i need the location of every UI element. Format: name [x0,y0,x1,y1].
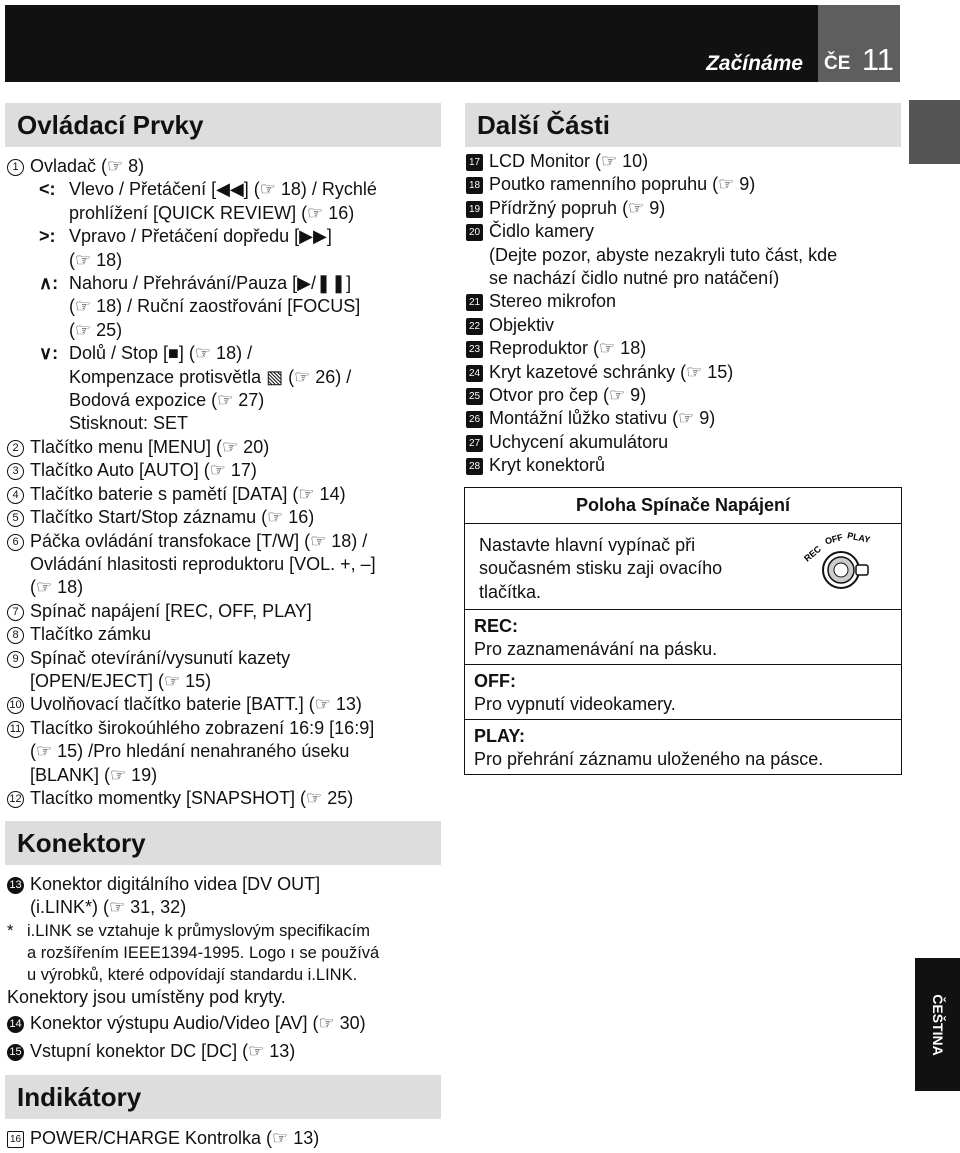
item-number: 16 [7,1131,24,1148]
sub-text: (☞ 25) [69,319,123,340]
dial-label-play: PLAY [846,530,872,545]
list-item [7,693,447,716]
list-item [7,623,447,646]
list-item [7,647,447,694]
item-number: 9 [7,651,24,668]
item-number: 6 [7,534,24,551]
page-number: 11 [861,42,894,77]
list-item [466,384,906,407]
list-item [466,407,906,430]
item-number: 21 [466,294,483,311]
sub-item [7,342,447,436]
controls-list [7,155,447,810]
list-item [7,506,447,529]
item-number: 20 [466,224,483,241]
footnote-text: u výrobků, které odpovídají standardu i.LINK. [27,965,358,984]
mode-name: OFF: [474,671,516,691]
list-item [7,1040,447,1063]
mode-desc: Pro přehrání záznamu uloženého na pásce. [474,749,824,770]
list-item [7,717,447,787]
list-item [466,150,906,173]
intro-text: Nastavte hlavní vypínač při [479,535,696,555]
list-item [7,873,447,920]
item-text: [BLANK] (☞ 19) [30,764,158,785]
item-number: 26 [466,411,483,428]
list-item [7,436,447,459]
list-item [7,530,447,600]
item-text: (i.LINK*) (☞ 31, 32) [30,897,187,918]
connectors-list [7,873,447,1063]
list-item [7,1012,447,1035]
item-text: POWER/CHARGE Kontrolka (☞ 13) [30,1128,320,1148]
list-item [7,155,447,178]
item-text: Čidlo kamery [489,221,595,242]
gray-side-tab [909,100,960,164]
item-text: Poutko ramenního popruhu (☞ 9) [489,174,756,195]
sub-text: Nahoru / Přehrávání/Pauza [▶/❚❚] [69,273,352,294]
list-item [7,787,447,810]
item-number: 27 [466,435,483,452]
footnote-text: a rozšířením IEEE1394-1995. Logo ı se používá [27,943,380,962]
item-text: Páčka ovládání transfokace [T/W] (☞ 18) / [30,530,368,551]
item-number: 1 [7,159,24,176]
item-text: Uvolňovací tlačítko baterie [BATT.] (☞ 13) [30,694,362,715]
sub-text: Vpravo / Přetáčení dopředu [▶▶] [69,226,332,247]
mode-desc: Pro zaznamenávání na pásku. [474,639,718,660]
item-text: Kryt konektorů [489,455,606,476]
controls-heading: Ovládací Prvky [5,103,441,147]
indicators-heading: Indikátory [5,1075,441,1119]
sub-text: Dolů / Stop [■] (☞ 18) / [69,343,253,364]
connectors-heading: Konektory [5,821,441,865]
other-parts-heading: Další Části [465,103,901,147]
power-switch-intro [465,524,901,610]
mode-play [465,720,901,775]
item-text: Ovladač (☞ 8) [30,156,145,176]
item-text: Vstupní konektor DC [DC] (☞ 13) [30,1040,296,1061]
mode-name: REC: [474,616,518,636]
intro-text: současném stisku zaji ovacího [479,558,723,579]
footnote [7,920,447,986]
section-title: Začínáme [706,52,803,75]
item-text: se nachází čidlo nutné pro natáčení) [489,268,780,289]
list-item [7,459,447,482]
down-arrow-icon: ∨: [39,343,59,364]
list-item [466,173,906,196]
item-text: Konektor digitálního videa [DV OUT] [30,874,321,894]
item-text: [OPEN/EJECT] (☞ 15) [30,670,212,691]
item-text: Otvor pro čep (☞ 9) [489,385,647,406]
item-number: 15 [7,1044,24,1061]
power-dial-icon [801,530,887,594]
item-number: 3 [7,463,24,480]
footnote-mark: * [7,921,14,940]
right-arrow-icon: >: [39,226,56,247]
list-item [466,220,906,290]
item-text: Konektor výstupu Audio/Video [AV] (☞ 30) [30,1013,366,1034]
indicators-list [7,1127,447,1150]
item-number: 10 [7,697,24,714]
list-item [466,197,906,220]
connectors-note: Konektory jsou umístěny pod kryty. [7,986,286,1007]
item-text: Objektiv [489,314,555,335]
item-text: Stereo mikrofon [489,291,617,312]
mode-name: PLAY: [474,726,526,746]
language-side-tab [915,958,960,1091]
item-text: Spínač napájení [REC, OFF, PLAY] [30,600,312,621]
item-number: 12 [7,791,24,808]
item-number: 8 [7,627,24,644]
item-text: Tlačítko menu [MENU] (☞ 20) [30,436,270,457]
item-text: (Dejte pozor, abyste nezakryli tuto část, kde [489,244,838,265]
item-number: 25 [466,388,483,405]
mode-rec [465,610,901,665]
item-text: Reproduktor (☞ 18) [489,338,647,359]
item-text: Tlačítko baterie s pamětí [DATA] (☞ 14) [30,483,346,504]
power-switch-box [464,487,902,775]
item-text: Tlacítko širokoúhlého zobrazení 16:9 [16:9] [30,717,375,738]
sub-text: (☞ 18) [69,249,123,270]
item-text: Montážní lůžko stativu (☞ 9) [489,408,716,429]
item-text: Tlačítko zámku [30,624,152,645]
language-code: ČE [824,53,851,74]
list-item [466,290,906,313]
item-text: LCD Monitor (☞ 10) [489,151,649,171]
item-text: Tlačítko Auto [AUTO] (☞ 17) [30,460,257,481]
item-text: Přídržný popruh (☞ 9) [489,197,666,218]
sub-text: Stisknout: SET [69,413,189,434]
sub-item [7,225,447,272]
item-number: 22 [466,318,483,335]
sub-text: Vlevo / Přetáčení [◀◀] (☞ 18) / Rychlé [69,179,377,200]
item-number: 17 [466,154,483,171]
item-text: (☞ 18) [30,577,84,598]
language-tab-label: ČEŠTINA [929,993,946,1056]
sub-text: Bodová expozice (☞ 27) [69,390,265,411]
item-number: 23 [466,341,483,358]
sub-text: (☞ 18) / Ruční zaostřování [FOCUS] [69,296,361,317]
list-item [466,454,906,477]
item-text: Ovládání hlasitosti reproduktoru [VOL. +, –] [30,553,376,574]
item-text: Uchycení akumulátoru [489,431,669,452]
power-switch-title: Poloha Spínače Napájení [465,488,901,524]
item-number: 14 [7,1016,24,1033]
item-number: 13 [7,877,24,894]
item-text: Spínač otevírání/vysunutí kazety [30,647,291,668]
item-number: 4 [7,487,24,504]
list-item [466,431,906,454]
list-item [7,483,447,506]
item-number: 28 [466,458,483,475]
item-text: Kryt kazetové schránky (☞ 15) [489,361,734,382]
sub-item [7,178,447,225]
item-number: 18 [466,177,483,194]
list-item [466,361,906,384]
list-item [466,314,906,337]
mode-desc: Pro vypnutí videokamery. [474,694,676,715]
sub-item [7,272,447,342]
list-item [7,1127,447,1150]
up-arrow-icon: ∧: [39,273,59,294]
mode-off [465,665,901,720]
sub-text: prohlížení [QUICK REVIEW] (☞ 16) [69,202,355,223]
sub-text: Kompenzace protisvětla ▧ (☞ 26) / [69,366,352,387]
other-parts-list [466,150,906,478]
item-number: 5 [7,510,24,527]
list-item [466,337,906,360]
page-header [5,5,900,82]
item-text: (☞ 15) /Pro hledání nenahraného úseku [30,741,350,762]
item-text: Tlačítko Start/Stop záznamu (☞ 16) [30,507,315,528]
dial-label-rec: REC [802,543,824,564]
item-number: 19 [466,201,483,218]
left-arrow-icon: <: [39,179,56,200]
intro-text: tlačítka. [479,581,542,602]
footnote-text: i.LINK se vztahuje k průmyslovým specifikacím [27,921,370,940]
list-item [7,600,447,623]
page-number-block [818,5,900,82]
item-number: 7 [7,604,24,621]
dial-label-off: OFF [823,532,844,547]
item-text: Tlacítko momentky [SNAPSHOT] (☞ 25) [30,787,354,808]
item-number: 24 [466,365,483,382]
item-number: 11 [7,721,24,738]
item-number: 2 [7,440,24,457]
